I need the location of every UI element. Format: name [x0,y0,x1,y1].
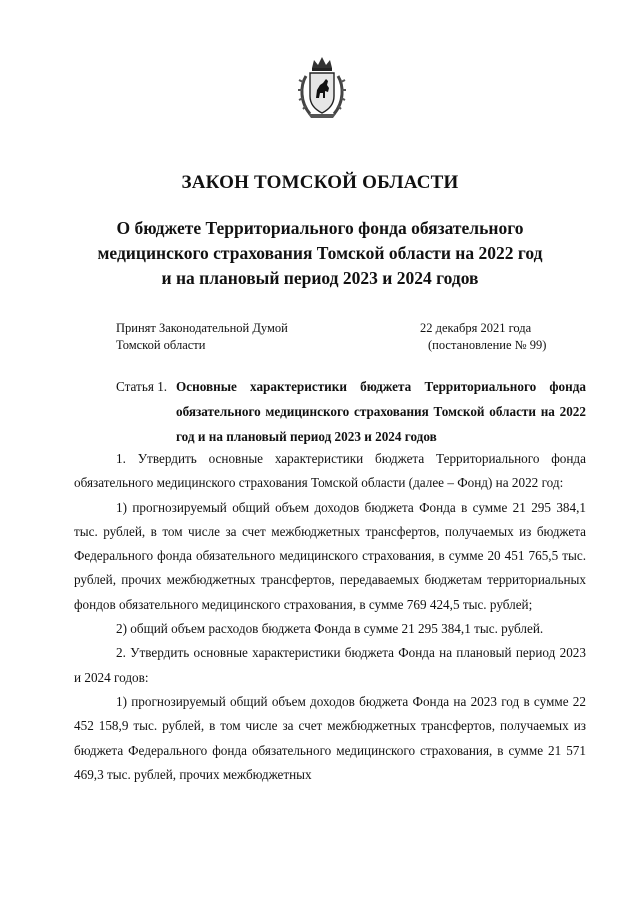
paragraph: 2) общий объем расходов бюджета Фонда в сумме 21 295 384,1 тыс. рублей. [116,621,544,637]
law-subtitle-line: О бюджете Территориального фонда обязательного [116,218,524,238]
adoption-date-block [420,320,546,354]
adopted-by-line: Принят Законодательной Думой [116,321,288,335]
law-subtitle-line: и на плановый период 2023 и 2024 годов [161,268,479,288]
adopted-by [116,320,288,354]
law-subtitle-line: медицинского страхования Томской области на 2022 год [97,243,543,263]
article-heading [116,374,586,449]
tomsk-oblast-coat-of-arms-icon [296,54,348,122]
adoption-date: 22 декабря 2021 года [420,321,532,335]
article-label: Статья 1. [116,379,168,394]
law-subtitle [60,216,580,291]
adopted-by-line: Томской области [116,338,206,352]
article-body [74,447,586,787]
paragraph: 1) прогнозируемый общий объем доходов бюджета Фонда на 2023 год в сумме 22 452 158,9 тыс. рублей, в том числе за счет межбюджетных трансфертов, получаемых из бюджета Федерального фонда обязательного медицинского страхования, в сумме 21 571 469,3 тыс. рублей, прочих межбюджетных [74,693,586,782]
paragraph: 2. Утвердить основные характеристики бюджета Фонда на плановый период 2023 и 2024 годов: [74,645,586,685]
resolution-number: (постановление № 99) [428,338,547,352]
law-title: ЗАКОН ТОМСКОЙ ОБЛАСТИ [181,172,459,193]
article-title: Основные характеристики бюджета Территориального фонда обязательного медицинского страхования Томской области на 2022 год и на плановый период 2023 и 2024 годов [176,379,586,444]
paragraph: 1. Утвердить основные характеристики бюджета Территориального фонда обязательного медицинского страхования Томской области (далее – Фонд) на 2022 год: [74,451,586,491]
paragraph: 1) прогнозируемый общий объем доходов бюджета Фонда в сумме 21 295 384,1 тыс. рублей, в том числе за счет межбюджетных трансфертов, получаемых из бюджета Федерального фонда обязательного медицинского страхования, в сумме 20 451 765,5 тыс. рублей, прочих межбюджетных трансфертов, передаваемых бюджетам территориальных фондов обязательного медицинского страхования, в сумме 769 424,5 тыс. рублей; [74,499,586,612]
